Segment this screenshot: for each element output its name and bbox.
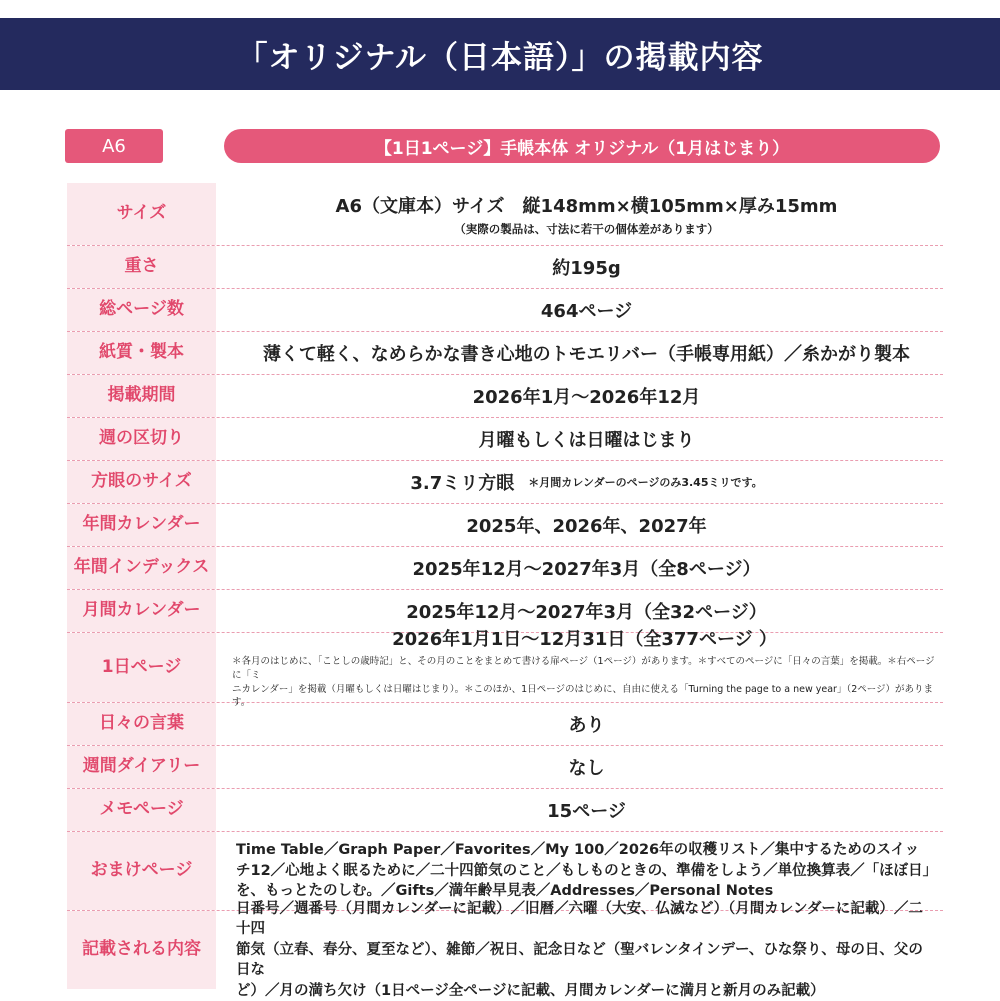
format-tag: A6 (65, 129, 163, 163)
spec-value: 464ページ (540, 301, 633, 322)
spec-row-daily-words (67, 703, 943, 746)
spec-label: 日々の言葉 (67, 703, 216, 745)
daily-note-line: ニカレンダー」を掲載（月曜もしくは日曜はじまり）。＊このほか、1日ページのはじめに、自由に使える「Turning the page to a new year」（2ページ）があります。 (232, 683, 934, 709)
spec-label: 掲載期間 (67, 375, 216, 417)
spec-value: なし (568, 758, 605, 779)
spec-value: 約195g (552, 258, 621, 279)
spec-label: 方眼のサイズ (67, 461, 216, 503)
spec-row-paper (67, 332, 943, 375)
spec-value: 月曜もしくは日曜はじまり (478, 430, 695, 451)
spec-row-pages (67, 289, 943, 332)
spec-row-memo (67, 789, 943, 832)
spec-value: 薄くて軽く、なめらかな書き心地のトモエリバー（手帳専用紙）／糸かがり製本 (262, 344, 911, 365)
spec-value: 2025年12月〜2027年3月（全32ページ） (406, 602, 767, 623)
spec-label: サイズ (67, 183, 216, 245)
spec-label: 総ページ数 (67, 289, 216, 331)
spec-label: 年間カレンダー (67, 504, 216, 546)
spec-label: おまけページ (67, 832, 216, 910)
spec-row-daily (67, 628, 943, 709)
spec-value (216, 628, 943, 709)
spec-label: 週の区切り (67, 418, 216, 460)
spec-row-period (67, 375, 943, 418)
spec-label: 年間インデックス (67, 547, 216, 589)
spec-value: 2026年1月〜2026年12月 (472, 387, 701, 408)
spec-label: 重さ (67, 246, 216, 288)
spec-value: あり (568, 715, 605, 736)
spec-label: メモページ (67, 789, 216, 831)
spec-row-contents (67, 900, 943, 999)
spec-row-size (67, 183, 943, 246)
contents-label-line: 記載される (82, 939, 167, 960)
spec-row-weight (67, 246, 943, 289)
spec-label (67, 911, 216, 989)
extras-line: Time Table／Graph Paper／Favorites／My 100／2026年の収穫リスト／集中するためのスイッ (236, 842, 920, 859)
page-header (0, 18, 1000, 90)
grid-value: 3.7ミリ方眼 (410, 473, 515, 494)
spec-label: 紙質・製本 (67, 332, 216, 374)
size-value: A6（文庫本）サイズ 縦148mm×横105mm×厚み15mm (335, 195, 838, 217)
spec-row-week-start (67, 418, 943, 461)
extras-line: を、もっとたのしむ。／Gifts／満年齢早見表／Addresses／Personal Notes (236, 883, 774, 900)
spec-row-weekly-diary (67, 746, 943, 789)
spec-value (216, 900, 943, 999)
contents-label-line: 内容 (167, 939, 201, 960)
spec-row-yearly-index (67, 547, 943, 590)
spec-label: 1日ページ (67, 633, 216, 702)
extras-line: チ12／心地よく眠るために／二十四節気のこと／もしものときの、準備をしよう／単位換算表／「ほぼ日」 (236, 862, 938, 879)
spec-value: 2025年12月〜2027年3月（全8ページ） (412, 559, 761, 580)
grid-note: ＊月間カレンダーのページのみ3.45ミリです。 (528, 476, 763, 489)
spec-label: 週間ダイアリー (67, 746, 216, 788)
spec-label: 月間カレンダー (67, 590, 216, 632)
spec-value (216, 461, 943, 503)
contents-line: ど）／月の満ち欠け（1日ページ全ページに記載、月間カレンダーに満月と新月のみ記載） (236, 982, 825, 999)
contents-line: 節気（立春、春分、夏至など）、雑節／祝日、記念日など（聖バレンタインデー、ひな祭り、母の日、父の日な (236, 941, 923, 979)
daily-note (232, 655, 937, 710)
product-title-bar: 【1日1ページ】手帳本体 オリジナル（1月はじまり） (224, 129, 940, 163)
spec-row-yearly-calendar (67, 504, 943, 547)
size-note: （実際の製品は、寸法に若干の個体差があります） (454, 221, 719, 236)
spec-value (216, 183, 943, 245)
contents-line: 日番号／週番号（月間カレンダーに記載）／旧暦／六曜（大安、仏滅など）（月間カレンダーに記載）／二十四 (236, 900, 923, 938)
spec-row-grid (67, 461, 943, 504)
daily-value: 2026年1月1日〜12月31日（全377ページ ） (392, 628, 777, 650)
spec-value: 15ページ (547, 801, 626, 822)
page-title: 「オリジナル（日本語）」の掲載内容 (236, 39, 764, 76)
daily-note-line: ＊各月のはじめに、「ことしの歳時記」と、その月のことをまとめて書ける扉ページ（1ページ）があります。＊すべてのページに「日々の言葉」を掲載。＊右ページに「ミ (232, 655, 935, 681)
spec-value: 2025年、2026年、2027年 (466, 516, 707, 537)
spec-table (67, 183, 943, 999)
